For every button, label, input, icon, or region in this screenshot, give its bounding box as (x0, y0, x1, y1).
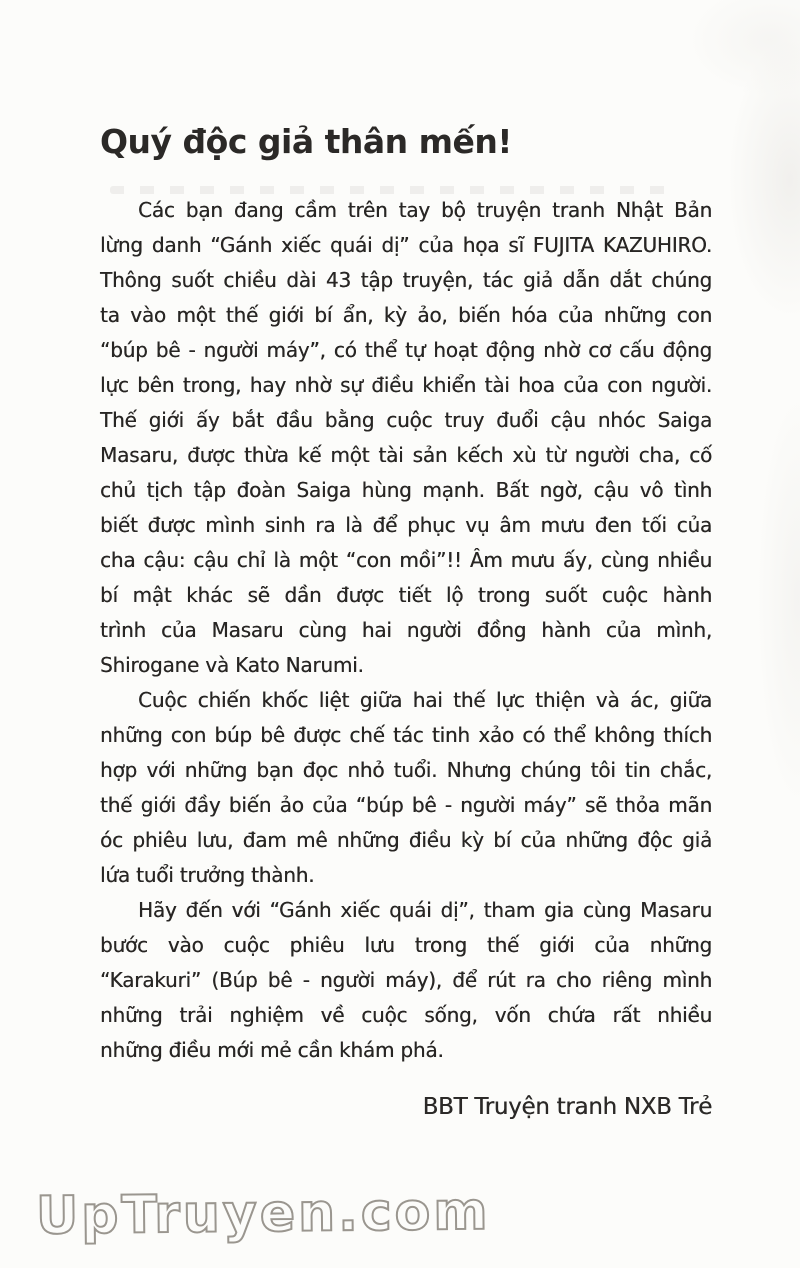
text-line-p1-8: Masaru, được thừa kế một tài sản kếch xù từ người cha, cố (100, 443, 712, 467)
text-line-p1-3: Thông suốt chiều dài 43 tập truyện, tác giả dẫn dắt chúng (100, 268, 712, 292)
text-line-p1-9: chủ tịch tập đoàn Saiga hùng mạnh. Bất ngờ, cậu vô tình (100, 478, 712, 502)
text-line-p1-10: biết được mình sinh ra là để phục vụ âm mưu đen tối của (100, 513, 712, 537)
text-line-p1-13: trình của Masaru cùng hai người đồng hành của mình, (100, 618, 712, 642)
page-title: Quý độc giả thân mến! (100, 122, 512, 161)
text-line-p2-6: lứa tuổi trưởng thành. (100, 863, 315, 887)
text-line-p2-1: Cuộc chiến khốc liệt giữa hai thế lực thiện và ác, giữa (138, 688, 712, 712)
text-line-p3-5: những điều mới mẻ cần khám phá. (100, 1038, 444, 1062)
watermark-uptruyen: UpTruyen.com (35, 1181, 491, 1247)
text-line-p2-5: óc phiêu lưu, đam mê những điều kỳ bí của những độc giả (100, 828, 712, 852)
text-line-p1-7: Thế giới ấy bắt đầu bằng cuộc truy đuổi cậu nhóc Saiga (100, 408, 712, 432)
text-line-p1-11: cha cậu: cậu chỉ là một “con mồi”!! Âm mưu ấy, cùng nhiều (100, 548, 712, 572)
text-line-p3-4: những trải nghiệm về cuộc sống, vốn chứa rất nhiều (100, 1003, 712, 1027)
page-body (100, 193, 712, 1068)
text-line-p2-2: những con búp bê được chế tác tinh xảo có thể không thích (100, 723, 712, 747)
text-line-p2-4: thế giới đầy biến ảo của “búp bê - người máy” sẽ thỏa mãn (100, 793, 712, 817)
text-line-p2-3: hợp với những bạn đọc nhỏ tuổi. Nhưng chúng tôi tin chắc, (100, 758, 712, 782)
text-line-p1-2: lừng danh “Gánh xiếc quái dị” của họa sĩ FUJITA KAZUHIRO. (100, 233, 712, 257)
text-line-p1-4: ta vào một thế giới bí ẩn, kỳ ảo, biến hóa của những con (100, 303, 712, 327)
text-line-p1-12: bí mật khác sẽ dần được tiết lộ trong suốt cuộc hành (100, 583, 712, 607)
signature: BBT Truyện tranh NXB Trẻ (422, 1094, 712, 1120)
text-line-p1-5: “búp bê - người máy”, có thể tự hoạt động nhờ cơ cấu động (100, 338, 712, 362)
text-line-p1-6: lực bên trong, hay nhờ sự điều khiển tài hoa của con người. (100, 373, 712, 397)
text-line-p3-1: Hãy đến với “Gánh xiếc quái dị”, tham gia cùng Masaru (138, 898, 712, 922)
text-line-p1-14: Shirogane và Kato Narumi. (100, 653, 364, 677)
text-line-p1-1: Các bạn đang cầm trên tay bộ truyện tranh Nhật Bản (138, 198, 712, 222)
text-line-p3-2: bước vào cuộc phiêu lưu trong thế giới của những (100, 933, 712, 957)
text-line-p3-3: “Karakuri” (Búp bê - người máy), để rút ra cho riêng mình (100, 968, 712, 992)
